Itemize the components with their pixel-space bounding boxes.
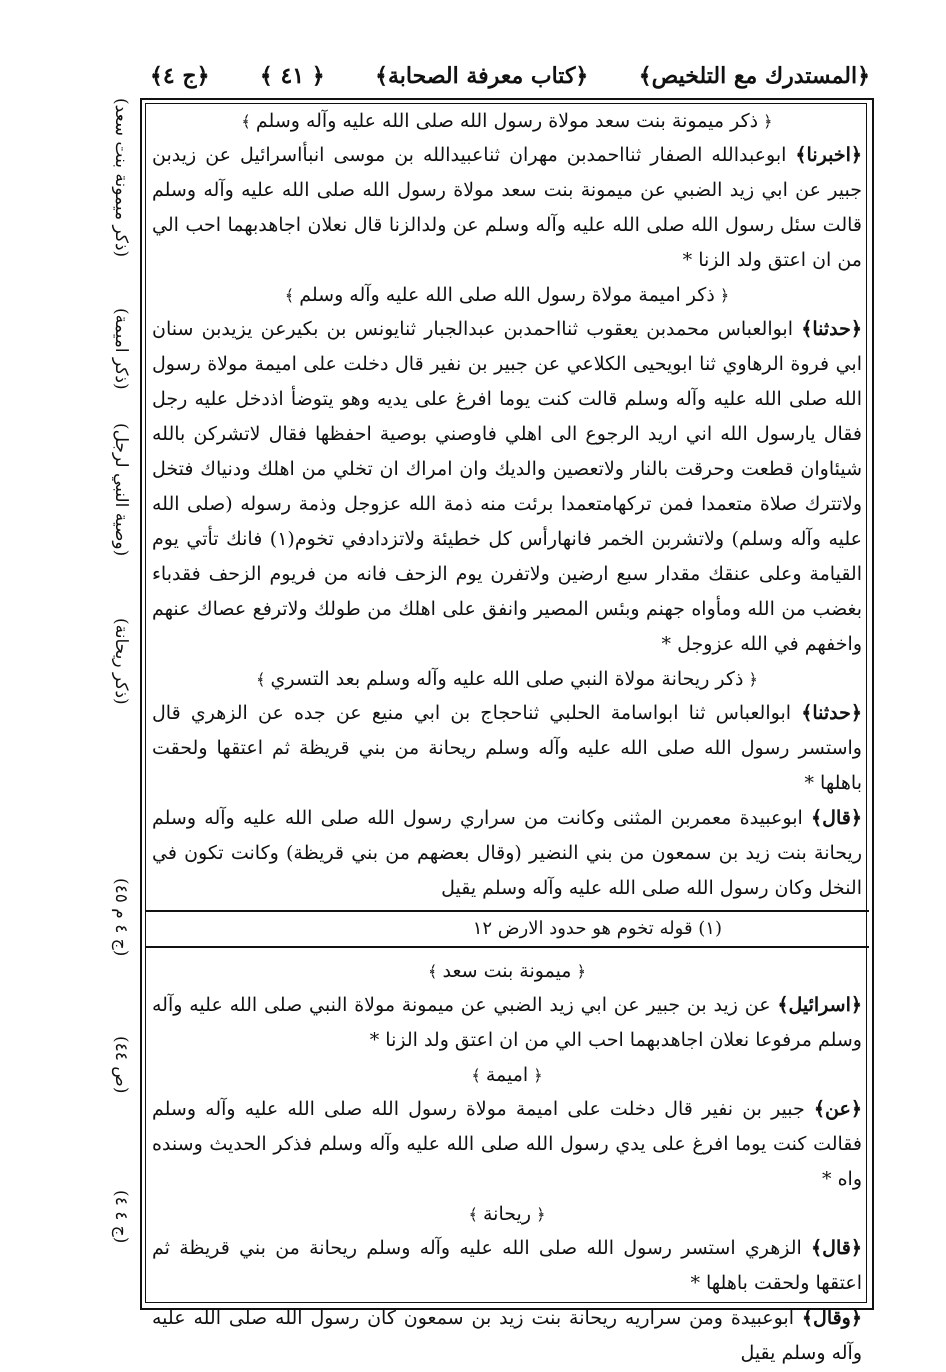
section-heading [152, 278, 862, 312]
paragraph-text: عن زيد بن جبير عن ابي زيد الضبي عن ميمونة مولاة النبي صلى الله عليه وآله وسلم مرفوعا نعلان اجاهدبهما احب الي من ان اعتق ولد الزنا * [152, 994, 862, 1051]
summary-heading-text: ريحانة [483, 1203, 531, 1225]
ornament-icon: ﴿ [531, 1205, 546, 1224]
paragraph-text: ابوالعباس محمدبن يعقوب ثنااحمدبن عبدالجبار ثنايونس بن بكيرعن يزيدبن سنان ابي فروة الرهاوي ثنا ابويحيى الكلاعي عن جبير بن نفير قال دخلت على اميمة مولاة رسول الله صلى الله عليه وآله وسلم قالت كنت يوما افرغ على يديه وهو يتوضأ اذدخل عليه رجل فقال يارسول الله اني اريد الرجوع الى اهلي فاوصني بوصية احفظها فقال لاتشركن بالله شيئاوان قطعت وحرقت بالنار ولاتعصين والديك وان امراك ان تخلي من اهلك ودنياك فتخل ولاتترك صلاة متعمدا فمن تركهامتعمدا برئت منه ذمة الله عزوجل وذمة رسوله (صلى الله عليه وآله وسلم) ولاتشربن الخمر فانهارأس كل خطيئة ولاتزدادفي تخوم(١) فانك تأتي يوم القيامة وعلى عنقك مقدار سبع ارضين ولاتفرن يوم الزحف فانه من فريوم الزحف فقدباء بغضب من الله ومأواه جهنم وبئس المصير وانفق على اهلك من طولك ولاترفع عصاك عنهم واخفهم في الله عزوجل * [152, 318, 863, 655]
page-header [150, 56, 870, 96]
hadith-paragraph [152, 696, 862, 801]
margin-note: (ج ٤ م ٤٥) [111, 878, 131, 957]
margin-note: (ذكر اميمة) [111, 308, 131, 390]
ornament-icon: ﴾ [468, 1205, 483, 1224]
summary-heading [152, 954, 862, 988]
paragraph-text: جبير بن نفير قال دخلت على اميمة مولاة رسول الله صلى الله عليه وآله وسلم فقالت كنت يوما افرغ على يدي رسول الله صلى الله عليه وآله وسلم فذكر الحديث وسنده واه * [152, 1098, 862, 1190]
summary-heading-text: ميمونة بنت سعد [442, 960, 572, 982]
paragraph-text: الزهري استسر رسول الله صلى الله عليه وآله وسلم ريحانة من بني قريظة ثم اعتقها ولحقت باهلها * [152, 1237, 862, 1294]
section-heading [152, 104, 862, 138]
page-body [152, 104, 862, 1371]
summary-paragraph [152, 1092, 862, 1197]
summary-paragraph [152, 988, 862, 1058]
header-book-title: ﴿المستدرك مع التلخيص﴾ [638, 63, 870, 89]
header-chapter-title: ﴿كتاب معرفة الصحابة﴾ [375, 63, 589, 89]
hadith-paragraph [152, 801, 862, 906]
margin-note: (ج ٤ ٤) [111, 1190, 131, 1244]
talkhis-divider [145, 946, 869, 948]
margin-notes-column [92, 98, 138, 1318]
section-heading-text: ذكر ميمونة بنت سعد مولاة رسول الله صلى الله عليه وآله وسلم [255, 110, 759, 132]
paragraph-lead: ﴿وقال﴾ [801, 1307, 862, 1329]
paragraph-text: ابوعبيدة معمربن المثنى وكانت من سراري رسول الله صلى الله عليه وآله وسلم ريحانة بنت زيد بن سمعون من بني النضير (وقال بعضهم من بني قريظة) وكانت تكون في النخل وكان رسول الله صلى الله عليه وآله وسلم يقيل [152, 807, 862, 899]
summary-paragraph [152, 1301, 862, 1371]
footnote: (١) قوله تخوم هو حدود الارض ١٢ [472, 918, 722, 939]
margin-note: (ذكر ميمونة بنت سعد) [111, 98, 131, 258]
ornament-icon: ﴿ [758, 112, 773, 131]
ornament-icon: ﴾ [256, 670, 271, 689]
summary-heading [152, 1058, 862, 1092]
summary-heading-text: اميمة [485, 1064, 529, 1086]
paragraph-text: ابوعبدالله الصفار ثنااحمدبن مهران ثناعبيدالله بن موسى انبأاسرائيل عن زيدبن جبير عن ابي زيد الضبي عن ميمونة بنت سعد مولاة رسول الله صلى الله عليه وآله وسلم قالت سئل رسول الله صلى الله عليه وآله وسلم عن ولدالزنا قال نعلان اجاهدبهما احب الي من ان اعتق ولد الزنا * [152, 144, 862, 271]
header-volume: ﴿ج ٤﴾ [150, 63, 210, 89]
margin-note: (ص ٤٤) [111, 1036, 131, 1094]
hadith-paragraph [152, 312, 862, 662]
ornament-icon: ﴿ [571, 962, 586, 981]
paragraph-text: ابوعبيدة ومن سراريه ريحانة بنت زيد بن سمعون كان رسول الله صلى الله عليه وآله وسلم يقيل [152, 1307, 862, 1364]
paragraph-lead: ﴿قال﴾ [811, 807, 862, 829]
header-page-number: ﴿ ٤١ ﴾ [259, 63, 325, 89]
section-heading-text: ذكر ريحانة مولاة النبي صلى الله عليه وآله وسلم بعد التسري [270, 668, 744, 690]
hadith-paragraph [152, 138, 862, 278]
ornament-icon: ﴾ [284, 286, 300, 305]
section-heading-text: ذكر اميمة مولاة رسول الله صلى الله عليه وآله وسلم [299, 284, 715, 306]
paragraph-lead: ﴿اسرائيل﴾ [777, 994, 862, 1016]
ornament-icon: ﴿ [714, 286, 730, 305]
ornament-icon: ﴾ [428, 962, 443, 981]
ornament-icon: ﴿ [528, 1066, 543, 1085]
summary-paragraph [152, 1231, 862, 1301]
section-heading [152, 662, 862, 696]
ornament-icon: ﴿ [743, 670, 758, 689]
ornament-icon: ﴾ [241, 112, 256, 131]
paragraph-lead: ﴿حدثنا﴾ [801, 318, 862, 340]
summary-heading [152, 1197, 862, 1231]
paragraph-text: ابوالعباس ثنا ابواسامة الحلبي ثناحجاج بن ابي منيع عن جده عن الزهري قال واستسر رسول الله صلى الله عليه وآله وسلم ريحانة من بني قريظة ثم اعتقها ولحقت باهلها * [152, 702, 862, 794]
margin-note: (وصية النبي لرجل) [111, 423, 131, 557]
paragraph-lead: ﴿قال﴾ [811, 1237, 862, 1259]
margin-note: (ذكر ريحانة) [111, 618, 131, 705]
paragraph-lead: ﴿عن﴾ [813, 1098, 862, 1120]
paragraph-lead: ﴿اخبرنا﴾ [795, 144, 862, 166]
ornament-icon: ﴾ [471, 1066, 486, 1085]
paragraph-lead: ﴿حدثنا﴾ [801, 702, 862, 724]
